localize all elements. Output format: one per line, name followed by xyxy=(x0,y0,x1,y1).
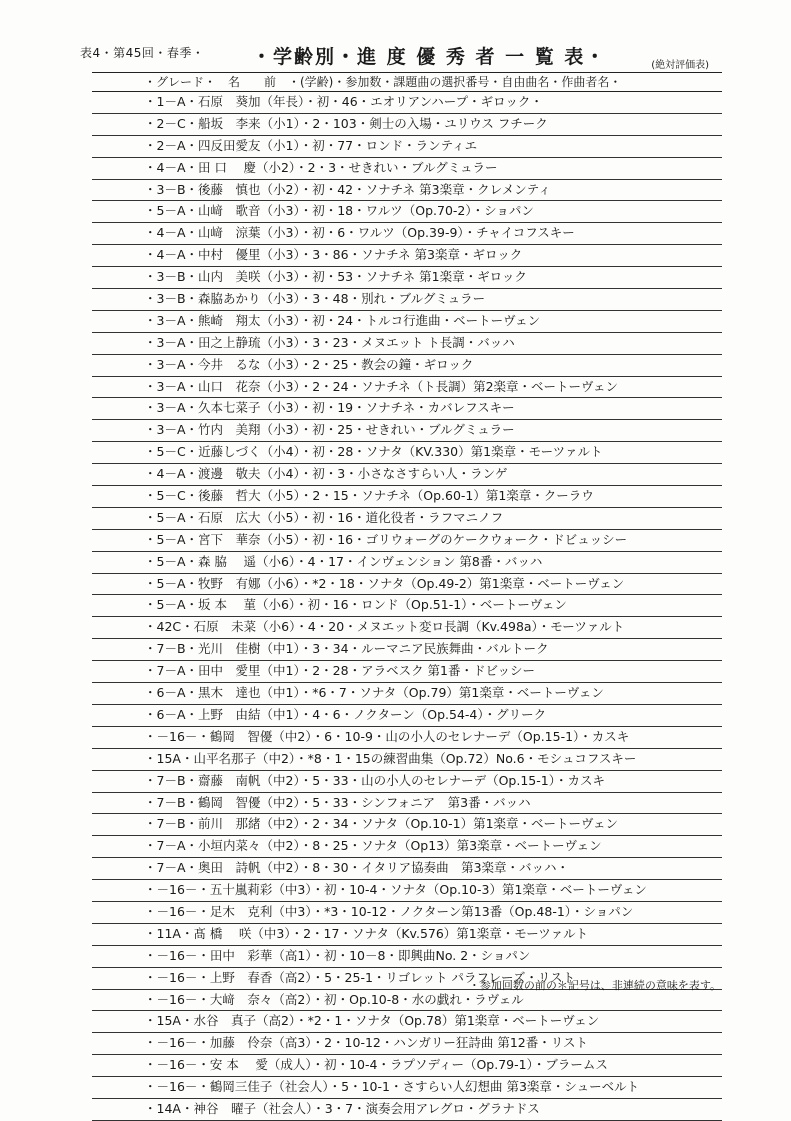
table-row: ・－16－・鶴岡三佳子（社会人）・5・10-1・さすらい人幻想曲 第3楽章・シューベルト xyxy=(92,1077,722,1099)
table-row: ・－16－・大﨑 奈々（高2）・初・Op.10-8・水の戯れ・ラヴェル xyxy=(92,990,722,1012)
table-row: ・5－A・牧野 有娜（小6）・*2・18・ソナタ（Op.49-2）第1楽章・ベートーヴェン xyxy=(92,574,722,596)
table-row: ・－16－・足木 克利（中3）・*3・10-12・ノクターン第13番（Op.48-1）・ショパン xyxy=(92,902,722,924)
evaluation-note: (絶対評価表) xyxy=(651,60,709,71)
table-row: ・15A・水谷 真子（高2）・*2・1・ソナタ（Op.78）第1楽章・ベートーヴェン xyxy=(92,1011,722,1033)
table-row: ・7－B・鶴岡 智優（中2）・5・33・シンフォニア 第3番・バッハ xyxy=(92,793,722,815)
table-row: ・7－A・奥田 詩帆（中2）・8・30・イタリア協奏曲 第3楽章・バッハ・ xyxy=(92,858,722,880)
table-row: ・4－A・中村 優里（小3）・3・86・ソナチネ 第3楽章・ギロック xyxy=(92,245,722,267)
table-row: ・3－A・久本七菜子（小3）・初・19・ソナチネ・カバレフスキー xyxy=(92,398,722,420)
table-row: ・5－A・宮下 華奈（小5）・初・16・ゴリウォーグのケークウォーク・ドビュッシー xyxy=(92,530,722,552)
table-row: ・4－A・山﨑 涼葉（小3）・初・6・ワルツ（Op.39-9）・チャイコフスキー xyxy=(92,223,722,245)
table-row: ・－16－・田中 彩華（高1）・初・10－8・即興曲No. 2・ショパン xyxy=(92,946,722,968)
table-row: ・4－A・田 口 慶（小2）・2・3・せきれい・ブルグミュラー xyxy=(92,158,722,180)
table-row: ・－16－・安 本 愛（成人）・初・10-4・ラプソディー（Op.79-1）・ブラームス xyxy=(92,1055,722,1077)
table-row: ・1－A・石原 葵加（年長）・初・46・エオリアンハープ・ギロック・ xyxy=(92,92,722,114)
table-row: ・－16－・加藤 伶奈（高3）・2・10-12・ハンガリー狂詩曲 第12番・リスト xyxy=(92,1033,722,1055)
table-row: ・15A・山平名那子（中2）・*8・1・15の練習曲集（Op.72）No.6・モシュコフスキー xyxy=(92,749,722,771)
table-row: ・5－C・後藤 哲大（小5）・2・15・ソナチネ（Op.60-1）第1楽章・クーラウ xyxy=(92,486,722,508)
table-row: ・5－A・山﨑 歌音（小3）・初・18・ワルツ（Op.70-2）・ショパン xyxy=(92,201,722,223)
table-row: ・－16－・上野 春香（高2）・5・25-1・リゴレット パラフレーズ・リスト xyxy=(92,968,722,990)
table-row: ・6－A・上野 由結（中1）・4・6・ノクターン（Op.54-4）・グリーク xyxy=(92,705,722,727)
table-row: ・5－A・石原 広大（小5）・初・16・道化役者・ラフマニノフ xyxy=(92,508,722,530)
table-label: 表4・第45回・春季・ xyxy=(80,46,205,60)
table-row: ・7－A・田中 愛里（中1）・2・28・アラベスク 第1番・ドビッシー xyxy=(92,661,722,683)
table-row: ・6－A・黒木 達也（中1）・*6・7・ソナタ（Op.79）第1楽章・ベートーヴェン xyxy=(92,683,722,705)
footnote: ・参加回数の前の＊記号は、非連続の意味を表す。 xyxy=(468,979,721,992)
table-body xyxy=(92,92,722,1121)
table-row: ・7－B・齋藤 南帆（中2）・5・33・山の小人のセレナーデ（Op.15-1）・カスキ xyxy=(92,771,722,793)
table-row: ・11A・髙 橋 咲（中3）・2・17・ソナタ（Kv.576）第1楽章・モーツァルト xyxy=(92,924,722,946)
table-row: ・3－A・竹内 美翔（小3）・初・25・せきれい・ブルグミュラー xyxy=(92,420,722,442)
table-row: ・3－B・森脇あかり（小3）・3・48・別れ・ブルグミュラー xyxy=(92,289,722,311)
table-row: ・5－A・森 脇 遥（小6）・4・17・インヴェンション 第8番・バッハ xyxy=(92,552,722,574)
table-header: ・グレード・ 名 前 ・(学齢)・参加数・課題曲の選択番号・自由曲名・作曲者名・ xyxy=(92,73,722,92)
table-row: ・3－A・田之上静琉（小3）・3・23・メヌエット ト長調・バッハ xyxy=(92,333,722,355)
table-row: ・5－A・坂 本 菫（小6）・初・16・ロンド（Op.51-1）・ベートーヴェン xyxy=(92,595,722,617)
table-row: ・2－C・船坂 李来（小1）・2・103・剣士の入場・ユリウス フチーク xyxy=(92,114,722,136)
table-row: ・14A・神谷 曜子（社会人）・3・7・演奏会用アレグロ・グラナドス xyxy=(92,1099,722,1121)
table-row: ・3－B・後藤 慎也（小2）・初・42・ソナチネ 第3楽章・クレメンティ xyxy=(92,180,722,202)
table-row: ・42C・石原 未菜（小6）・4・20・メヌエット変ロ長調（Kv.498a）・モーツァルト xyxy=(92,617,722,639)
table-row: ・2－A・四反田愛友（小1）・初・77・ロンド・ランティエ xyxy=(92,136,722,158)
table-row: ・7－B・光川 佳樹（中1）・3・34・ルーマニア民族舞曲・バルトーク xyxy=(92,639,722,661)
results-table xyxy=(92,72,722,1121)
table-row: ・7－B・前川 那緒（中2）・2・34・ソナタ（Op.10-1）第1楽章・ベートーヴェン xyxy=(92,814,722,836)
page-title: ・学齢別・進 度 優 秀 者 一 覧 表・ xyxy=(252,46,607,68)
table-row: ・－16－・五十嵐莉彩（中3）・初・10-4・ソナタ（Op.10-3）第1楽章・ベートーヴェン xyxy=(92,880,722,902)
table-row: ・3－A・今井 るな（小3）・2・25・教会の鐘・ギロック xyxy=(92,355,722,377)
table-row: ・3－A・山口 花奈（小3）・2・24・ソナチネ（ト長調）第2楽章・ベートーヴェン xyxy=(92,377,722,399)
table-row: ・7－A・小垣内菜々（中2）・8・25・ソナタ（Op13）第3楽章・ベートーヴェン xyxy=(92,836,722,858)
table-row: ・3－A・熊崎 翔太（小3）・初・24・トルコ行進曲・ベートーヴェン xyxy=(92,311,722,333)
table-row: ・4－A・渡邊 敬夫（小4）・初・3・小さなさすらい人・ランゲ xyxy=(92,464,722,486)
table-row: ・3－B・山内 美咲（小3）・初・53・ソナチネ 第1楽章・ギロック xyxy=(92,267,722,289)
table-row: ・5－C・近藤しづく（小4）・初・28・ソナタ（KV.330）第1楽章・モーツァルト xyxy=(92,442,722,464)
table-row: ・－16－・鶴岡 智優（中2）・6・10-9・山の小人のセレナーデ（Op.15-1）・カスキ xyxy=(92,727,722,749)
